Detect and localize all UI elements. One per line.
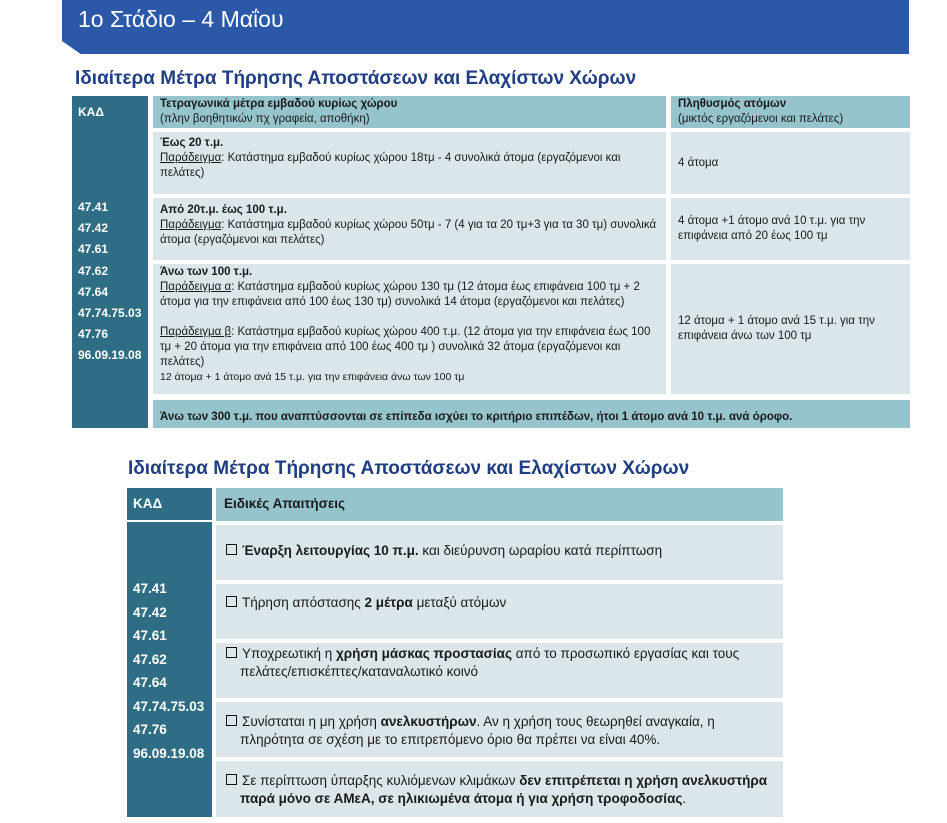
example-text: : Κατάστημα εμβαδού κυρίως χώρου 400 τ.μ. (12 άτομα για την επιφάνεια έως 100 τμ + 20 άτομα για την επιφάνεια από 100 έως 400 τμ ) συνολικά 32 άτομα (εργαζόμενοι και πελάτες) [160, 326, 651, 368]
kad-code: 47.64 [78, 284, 109, 299]
row-example-b [160, 325, 659, 370]
row-population: 4 άτομα [678, 156, 719, 169]
header-area-line1: Τετραγωνικά μέτρα εμβαδού κυρίως χώρου [160, 98, 398, 110]
req-bold: δεν επιτρέπεται η χρήση ανελκυστήρα παρά μόνο σε ΑΜεΑ, σε ηλικιωμένα άτομα ή για χρήση τροφοδοσίας [240, 773, 768, 806]
checkbox-icon [226, 647, 237, 658]
header-pop-line1: Πληθυσμός ατόμων [678, 98, 787, 110]
req-bold: Έναρξη λειτουργίας 10 π.μ. [242, 543, 419, 558]
req-text: και διεύρυνση ωραρίου κατά περίπτωση [418, 543, 663, 558]
row-example [160, 151, 659, 181]
example-label: Παράδειγμα β [160, 326, 232, 338]
kad-code: 47.76 [78, 327, 109, 342]
row-range: Έως 20 τ.μ. [160, 137, 224, 149]
kad-code: 96.09.19.08 [78, 348, 142, 363]
kad-code: 47.74.75.03 [133, 698, 205, 714]
table1-kad-list [78, 197, 141, 367]
row-example-a [160, 280, 659, 310]
requirement-1 [216, 525, 783, 580]
table1-row1-population [671, 132, 910, 194]
req-bold: χρήση μάσκας προστασίας [336, 646, 512, 661]
table1-row2-population [671, 198, 910, 260]
kad-code: 47.42 [78, 221, 109, 236]
example-label: Παράδειγμα α [160, 281, 232, 293]
kad-code: 47.41 [133, 581, 167, 596]
req-text: Σε περίπτωση ύπαρξης κυλιόμενων κλιμάκων [242, 773, 520, 788]
header-pop-line2: (μικτός εργαζόμενοι και πελάτες) [678, 113, 844, 125]
table2-kad-list [133, 577, 204, 765]
kad-code: 47.74.75.03 [78, 306, 142, 321]
req-bold: ανελκυστήρων [380, 714, 477, 729]
table2-kad-divider [127, 520, 212, 522]
kad-code: 47.64 [133, 675, 167, 690]
kad-code: 47.76 [133, 722, 167, 737]
table1-header-area [153, 96, 666, 128]
checkbox-icon [226, 544, 237, 555]
table1-row2-area [153, 198, 666, 260]
kad-code: 96.09.19.08 [133, 745, 205, 761]
req-text: από το προσωπικό εργασίας και τους πελάτες/επισκέπτες/καταναλωτικό κοινό [240, 646, 740, 679]
req-bold: 2 μέτρα [364, 595, 413, 610]
kad-code: 47.42 [133, 604, 167, 620]
kad-code: 47.61 [133, 628, 167, 643]
row-population: 12 άτομα + 1 άτομο ανά 15 τ.μ. για την επιφάνεια άνω των 100 τμ [678, 315, 875, 342]
checkbox-icon [226, 774, 237, 785]
requirement-2 [216, 584, 783, 639]
requirement-5 [216, 761, 783, 817]
req-text: Υποχρεωτική η [242, 646, 337, 661]
requirement-4 [216, 702, 783, 757]
req-text: Τήρηση απόστασης [242, 595, 365, 610]
example-label: Παράδειγμα [160, 152, 222, 164]
table1-kad-header: ΚΑΔ [78, 105, 104, 119]
requirement-3 [216, 643, 783, 698]
table2-kad-header: ΚΑΔ [133, 496, 163, 511]
example-text: : Κατάστημα εμβαδού κυρίως χώρου 130 τμ (12 άτομα έως επιφάνεια 100 τμ + 2 άτομα για την επιφάνεια από 100 έως 130 τμ) συνολικά 14 άτομα (εργαζόμενοι και πελάτες) [160, 281, 640, 308]
table2-title: Ιδιαίτερα Μέτρα Τήρησης Αποστάσεων και Ελαχίστων Χώρων [128, 458, 690, 479]
table1-row3-area [153, 264, 666, 394]
table1-title: Ιδιαίτερα Μέτρα Τήρησης Αποστάσεων και Ελαχίστων Χώρων [75, 68, 637, 89]
example-label: Παράδειγμα [160, 219, 222, 231]
req-text: . Αν η χρήση τους θεωρηθεί αναγκαία, η πληρότητα σε σχέση με το επιτρεπόμενο όριο θα πρέπει να είναι 40%. [240, 714, 715, 747]
row-range: Από 20τ.μ. έως 100 τ.μ. [160, 204, 287, 216]
req-text: . [682, 791, 687, 806]
row-range: Άνω των 100 τ.μ. [160, 266, 253, 278]
kad-code: 47.41 [78, 200, 109, 214]
header-area-line2: (πλην βοηθητικών πχ γραφεία, αποθήκη) [160, 113, 370, 125]
row-note: 12 άτομα + 1 άτομο ανά 15 τ.μ. για την επιφάνεια άνω των 100 τμ [160, 371, 465, 383]
table1-footer: Άνω των 300 τ.μ. που αναπτύσσονται σε επίπεδα ισχύει το κριτήριο επιπέδων, ήτοι 1 άτομο ανά 10 τ.μ. ανά όροφο. [153, 400, 910, 428]
kad-code: 47.62 [78, 263, 109, 278]
banner-title: 1ο Στάδιο – 4 Μαΐου [78, 6, 284, 32]
req-text: μεταξύ ατόμων [412, 595, 507, 610]
table1-row3-population [671, 264, 910, 394]
kad-code: 47.62 [133, 651, 167, 667]
example-text: : Κατάστημα εμβαδού κυρίως χώρου 18τμ - 4 συνολικά άτομα (εργαζόμενοι και πελάτες) [160, 152, 621, 179]
table2-header-requirements: Ειδικές Απαιτήσεις [216, 488, 783, 521]
req-text: Συνίσταται η μη χρήση [242, 714, 381, 729]
checkbox-icon [226, 596, 237, 607]
row-population: 4 άτομα +1 άτομο ανά 10 τ.μ. για την επιφάνεια από 20 έως 100 τμ [678, 215, 866, 242]
row-example [160, 218, 659, 248]
checkbox-icon [226, 715, 237, 726]
kad-code: 47.61 [78, 242, 109, 257]
table1-header-population [671, 96, 910, 128]
example-text: : Κατάστημα εμβαδού κυρίως χώρου 50τμ - 7 (4 για τα 20 τμ+3 για τα 30 τμ) συνολικά άτομα (εργαζόμενοι και πελάτες) [160, 219, 657, 246]
table1-row1-area [153, 132, 666, 194]
